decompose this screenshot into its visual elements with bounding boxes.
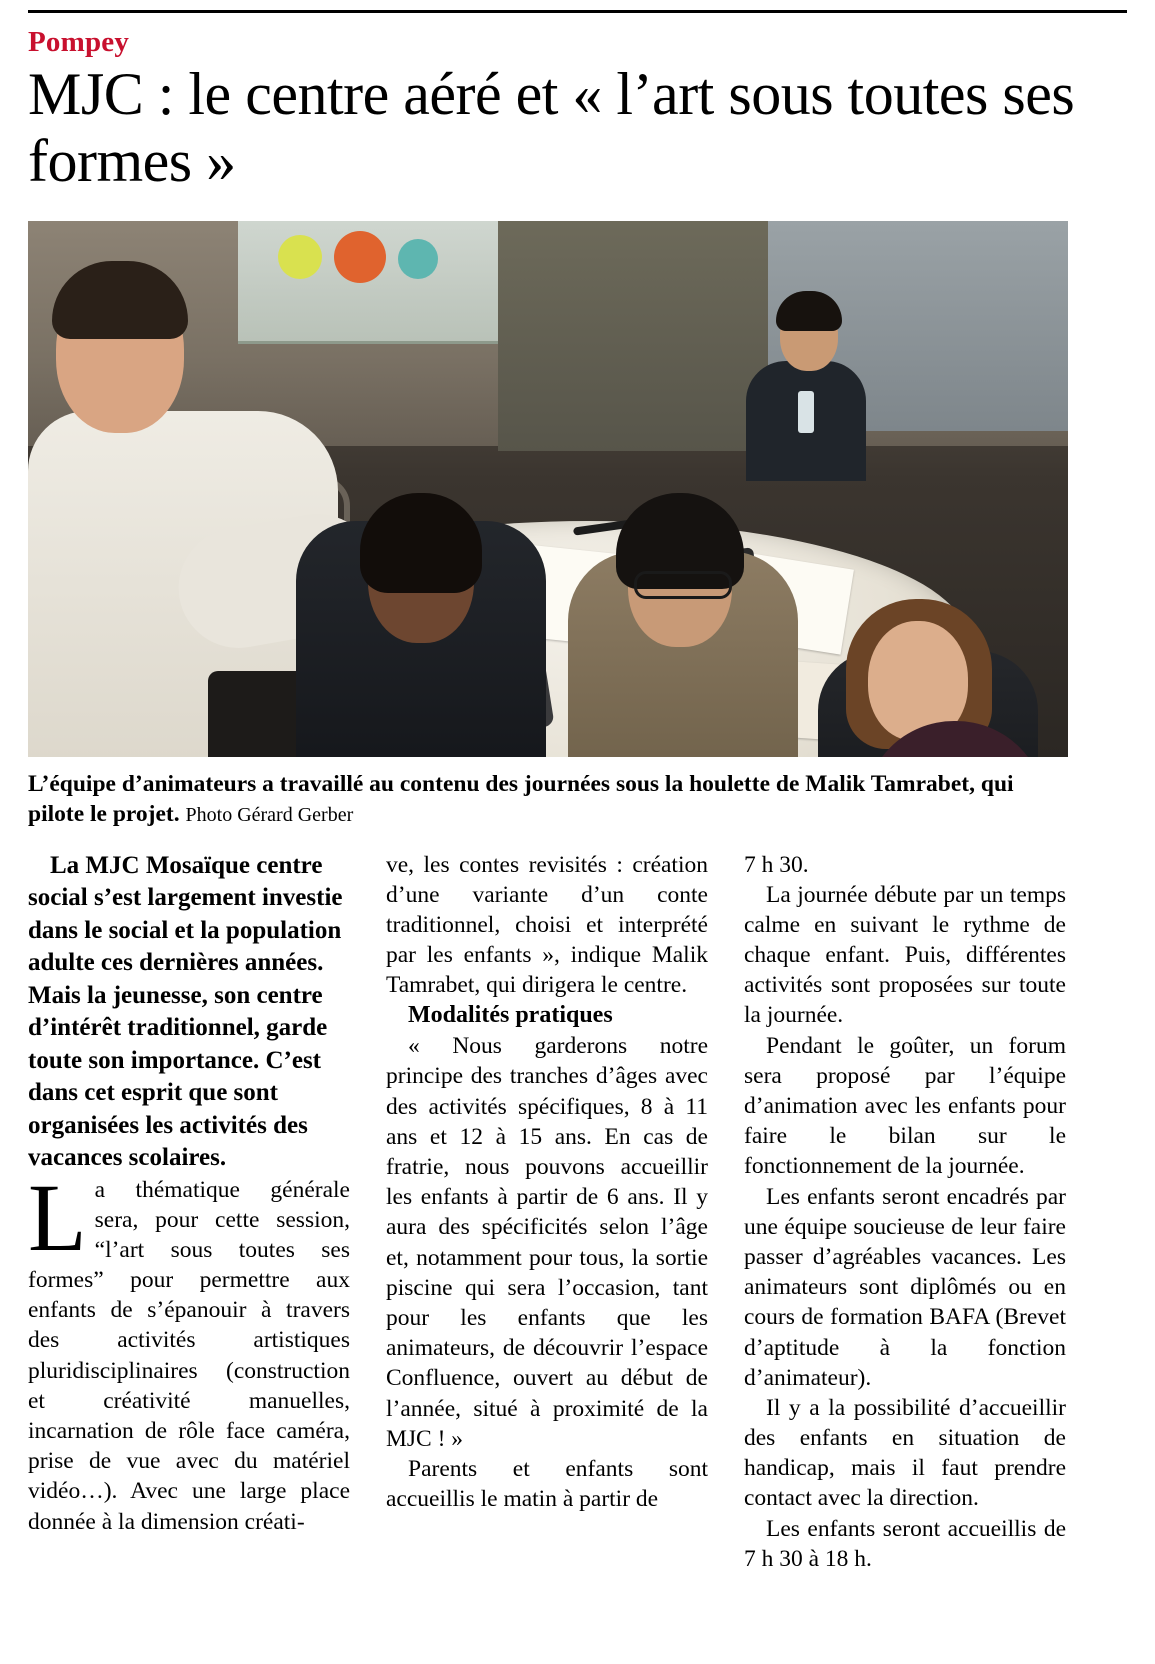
paragraph: Il y a la possibilité d’accueillir des enfants en situation de handicap, mais il faut prendre contact avec la direction. — [744, 1394, 1066, 1512]
photo-wall-poster — [238, 221, 498, 344]
section-kicker: Pompey — [28, 26, 130, 58]
article-lede: La MJC Mosaïque centre social s’est largement investie dans le social et la population adulte ces dernières années. Mais la jeunesse, son centre d’intérêt traditionnel, garde toute son importance. C’est dans cet esprit que sont organisées les activités des vacances scolaires. — [28, 851, 343, 1172]
paragraph: « Nous garderons notre principe des tranches d’âges avec des activités spécifiques, 8 à 11 ans et 12 à 15 ans. En cas de fratrie, nous pouvons accueillir les enfants à partir de 6 ans. Il y aura des spécificités selon l’âge et, notamment pour tous, la sortie piscine qui sera l’occasion, tant pour les enfants que les animateurs, de découvrir l’espace Confluence, ouvert au début de l’année, situé à proximité de la MJC ! » — [386, 1033, 708, 1452]
paragraph: La journée débute par un temps calme en suivant le rythme de chaque enfant. Puis, différentes activités sont proposées sur toute la journée. — [744, 881, 1066, 1029]
article-photo — [28, 221, 1068, 757]
page-title: MJC : le centre aéré et « l’art sous toutes ses formes » — [28, 61, 1075, 195]
article-column-1 — [28, 850, 350, 1575]
section-subhead: Modalités pratiques — [408, 1002, 613, 1029]
top-rule — [28, 10, 1127, 13]
paragraph: Les enfants seront encadrés par une équipe soucieuse de leur faire passer d’agréables vacances. Les animateurs sont diplômés ou en cours de formation BAFA (Brevet d’aptitude à la fonction d’animateur). — [744, 1183, 1066, 1391]
paragraph: Pendant le goûter, un forum sera proposé par l’équipe d’animation avec les enfants pour faire le bilan sur le fonctionnement de la journée. — [744, 1032, 1066, 1180]
caption-text: L’équipe d’animateurs a travaillé au contenu des journées sous la houlette de Malik Tamrabet, qui pilote le projet. — [28, 771, 1014, 828]
photo-scene — [28, 221, 1068, 757]
person-hair — [360, 493, 482, 593]
article-column-2 — [386, 850, 708, 1575]
paragraph: La thématique générale sera, pour cette session, “l’art sous toutes ses formes” pour permettre aux enfants de s’épanouir à travers des activités artistiques pluridisciplinaires (construction et créativité manuelles, incarnation de rôle face caméra, prise de vue avec du matériel vidéo…). Avec une large place donnée à la dimension créati- — [28, 1163, 350, 1535]
paragraph: Les enfants seront accueillis de 7 h 30 à 18 h. — [744, 1515, 1066, 1572]
photo-doorway — [498, 221, 768, 451]
paragraph: ve, les contes revisités : création d’une variante d’un conte traditionnel, choisi et interprété par les enfants », indique Malik Tamrabet, qui dirigera le centre. — [386, 851, 708, 999]
paragraph: Parents et enfants sont accueillis le matin à partir de — [386, 1455, 708, 1513]
article-column-3 — [744, 850, 1066, 1575]
poster-dot-yellow — [278, 235, 322, 279]
photo-caption — [28, 769, 1068, 829]
poster-dot-orange — [334, 231, 386, 283]
photo-water-bottle — [798, 391, 814, 433]
poster-dot-teal — [398, 239, 438, 279]
paragraph: 7 h 30. — [744, 851, 809, 878]
article-body — [28, 850, 1068, 1575]
glasses-icon — [634, 571, 732, 599]
photo-credit: Photo Gérard Gerber — [185, 804, 354, 827]
